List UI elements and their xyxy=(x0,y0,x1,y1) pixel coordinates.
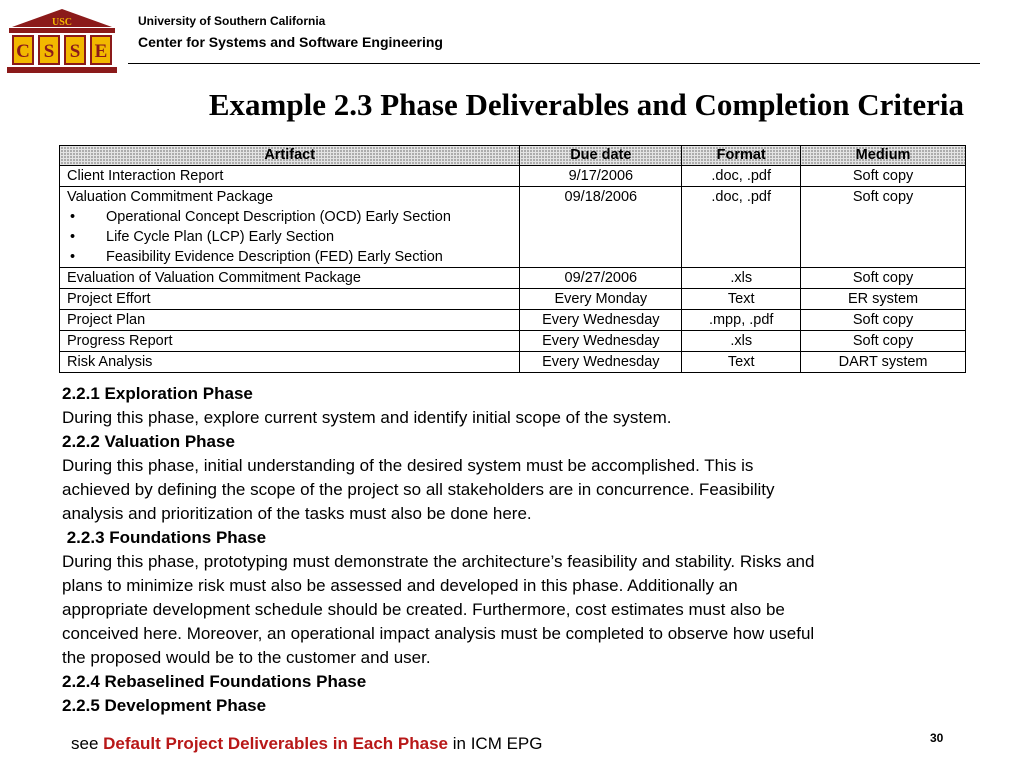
section-heading-development: 2.2.5 Development Phase xyxy=(62,696,267,715)
footer-suffix: in ICM EPG xyxy=(448,734,543,753)
medium-cell: Soft copy xyxy=(801,187,966,268)
header-medium: Medium xyxy=(801,146,966,166)
footer-prefix: see xyxy=(71,734,104,753)
logo-usc-text: USC xyxy=(51,17,73,28)
logo-letter-s2: S xyxy=(69,41,81,62)
due-date-cell: Every Monday xyxy=(520,289,682,310)
table-row xyxy=(60,268,966,289)
format-cell: .doc, .pdf xyxy=(682,187,801,268)
deliverables-link[interactable]: Default Project Deliverables in Each Phase xyxy=(103,734,449,753)
center-name: Center for Systems and Software Engineering xyxy=(138,34,443,50)
table-row xyxy=(60,289,966,310)
section-text-line: During this phase, initial understanding of the desired system must be accomplished. This is xyxy=(62,456,754,475)
header-artifact: Artifact xyxy=(60,146,520,166)
csse-logo xyxy=(6,8,118,74)
artifact-cell: Evaluation of Valuation Commitment Package xyxy=(60,268,520,289)
section-text-line: plans to minimize risk must also be assessed and developed in this phase. Additionally an xyxy=(62,576,738,595)
table-row xyxy=(60,331,966,352)
organization-header xyxy=(138,14,443,52)
format-cell: Text xyxy=(682,352,801,373)
format-cell: .mpp, .pdf xyxy=(682,310,801,331)
deliverables-table xyxy=(59,145,966,373)
medium-cell: DART system xyxy=(801,352,966,373)
table-row xyxy=(60,310,966,331)
medium-cell: Soft copy xyxy=(801,268,966,289)
medium-cell: Soft copy xyxy=(801,331,966,352)
due-date-cell: 09/27/2006 xyxy=(520,268,682,289)
bullet-icon: • xyxy=(70,209,76,225)
logo-letter-s1: S xyxy=(43,41,55,62)
section-heading-exploration: 2.2.1 Exploration Phase xyxy=(62,384,253,403)
university-name: University of Southern California xyxy=(138,14,326,28)
artifact-cell xyxy=(60,187,520,268)
artifact-cell: Progress Report xyxy=(60,331,520,352)
phase-descriptions xyxy=(62,382,962,718)
due-date-cell: Every Wednesday xyxy=(520,331,682,352)
bullet-icon: • xyxy=(70,249,76,265)
table-row xyxy=(60,187,966,268)
slide-title: Example 2.3 Phase Deliverables and Completion Criteria xyxy=(208,87,964,122)
section-text-exploration: During this phase, explore current system and identify initial scope of the system. xyxy=(62,408,672,427)
artifact-cell: Risk Analysis xyxy=(60,352,520,373)
list-item-text: Operational Concept Description (OCD) Early Section xyxy=(106,209,451,225)
due-date-cell: 09/18/2006 xyxy=(520,187,682,268)
artifact-sub-list xyxy=(67,207,512,267)
section-heading-foundations: 2.2.3 Foundations Phase xyxy=(62,528,267,547)
section-text-line: appropriate development schedule should be created. Furthermore, cost estimates must also be xyxy=(62,600,785,619)
bullet-icon: • xyxy=(70,229,76,245)
header-format: Format xyxy=(682,146,801,166)
page-number: 30 xyxy=(930,731,944,745)
format-cell: Text xyxy=(682,289,801,310)
format-cell: .doc, .pdf xyxy=(682,166,801,187)
due-date-cell: Every Wednesday xyxy=(520,352,682,373)
table-header-row xyxy=(60,146,966,166)
section-heading-rebaselined-foundations: 2.2.4 Rebaselined Foundations Phase xyxy=(62,672,367,691)
due-date-cell: Every Wednesday xyxy=(520,310,682,331)
medium-cell: Soft copy xyxy=(801,310,966,331)
list-item-text: Life Cycle Plan (LCP) Early Section xyxy=(106,229,335,245)
section-heading-valuation: 2.2.2 Valuation Phase xyxy=(62,432,235,451)
section-text-line: analysis and prioritization of the tasks must also be done here. xyxy=(62,504,532,523)
list-item xyxy=(67,247,512,267)
header-divider xyxy=(128,63,980,64)
section-text-line: achieved by defining the scope of the project so all stakeholders are in concurrence. Feasibility xyxy=(62,480,775,499)
artifact-cell: Project Effort xyxy=(60,289,520,310)
list-item xyxy=(67,207,512,227)
list-item xyxy=(67,227,512,247)
logo-letter-c: C xyxy=(16,41,30,62)
table-row xyxy=(60,352,966,373)
section-text-line: the proposed would be to the customer and user. xyxy=(62,648,431,667)
artifact-cell: Client Interaction Report xyxy=(60,166,520,187)
medium-cell: Soft copy xyxy=(801,166,966,187)
table-row xyxy=(60,166,966,187)
section-text-line: During this phase, prototyping must demonstrate the architecture’s feasibility and stability. Risks and xyxy=(62,552,815,571)
artifact-cell: Project Plan xyxy=(60,310,520,331)
due-date-cell: 9/17/2006 xyxy=(520,166,682,187)
footer-reference xyxy=(71,733,542,755)
format-cell: .xls xyxy=(682,331,801,352)
format-cell: .xls xyxy=(682,268,801,289)
list-item-text: Feasibility Evidence Description (FED) Early Section xyxy=(106,249,443,265)
header-due-date: Due date xyxy=(520,146,682,166)
artifact-title: Valuation Commitment Package xyxy=(67,189,274,205)
medium-cell: ER system xyxy=(801,289,966,310)
logo-letter-e: E xyxy=(94,41,108,62)
section-text-line: conceived here. Moreover, an operational impact analysis must be completed to observe how useful xyxy=(62,624,815,643)
